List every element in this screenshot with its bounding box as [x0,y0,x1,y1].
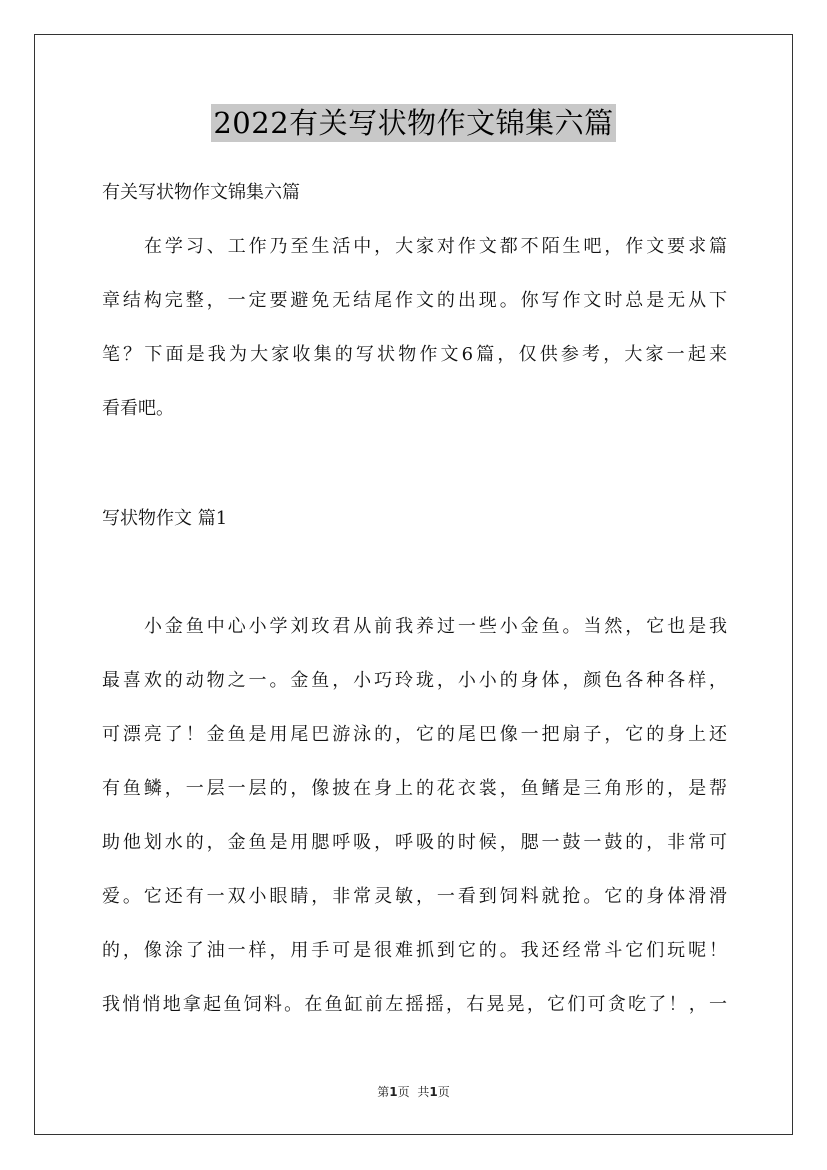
title-container [0,104,827,142]
paragraph-line: 我悄悄地拿起鱼饲料。在鱼缸前左摇摇，右晃晃，它们可贪吃了！，一 [102,994,727,1015]
page-label: 第 [377,1085,390,1099]
paragraph-line: 在学习、工作乃至生活中，大家对作文都不陌生吧，作文要求篇 [144,236,727,257]
body-paragraph [102,614,727,1046]
page-unit: 页 [397,1085,410,1099]
paragraph-line: 的，像涂了油一样，用手可是很难抓到它的。我还经常斗它们玩呢！ [102,940,727,961]
total-label: 共 [417,1085,430,1099]
paragraph-line: 有鱼鳞，一层一层的，像披在身上的花衣裳，鱼鳍是三角形的，是帮 [102,778,727,799]
paragraph-line: 最喜欢的动物之一。金鱼，小巧玲珑，小小的身体，颜色各种各样， [102,670,727,691]
intro-paragraph [102,234,727,450]
paragraph-line: 章结构完整，一定要避免无结尾作文的出现。你写作文时总是无从下 [102,290,727,311]
document-title: 2022有关写状物作文锦集六篇 [213,106,614,140]
document-subtitle: 有关写状物作文锦集六篇 [102,182,300,203]
page-total: 1 [429,1085,438,1099]
page-current: 1 [389,1085,398,1099]
paragraph-line: 小金鱼中心小学刘玫君从前我养过一些小金鱼。当然，它也是我 [144,616,727,637]
paragraph-line: 助他划水的，金鱼是用腮呼吸，呼吸的时候，腮一鼓一鼓的，非常可 [102,832,727,853]
paragraph-line: 笔？下面是我为大家收集的写状物作文6篇，仅供参考，大家一起来 [102,344,727,365]
paragraph-line: 爱。它还有一双小眼睛，非常灵敏，一看到饲料就抢。它的身体滑滑 [102,886,727,907]
total-unit: 页 [437,1085,450,1099]
section-heading: 写状物作文 篇1 [102,508,228,529]
page-footer [0,1084,827,1100]
paragraph-line: 看看吧。 [102,398,174,419]
paragraph-line: 可漂亮了！金鱼是用尾巴游泳的，它的尾巴像一把扇子，它的身上还 [102,724,727,745]
